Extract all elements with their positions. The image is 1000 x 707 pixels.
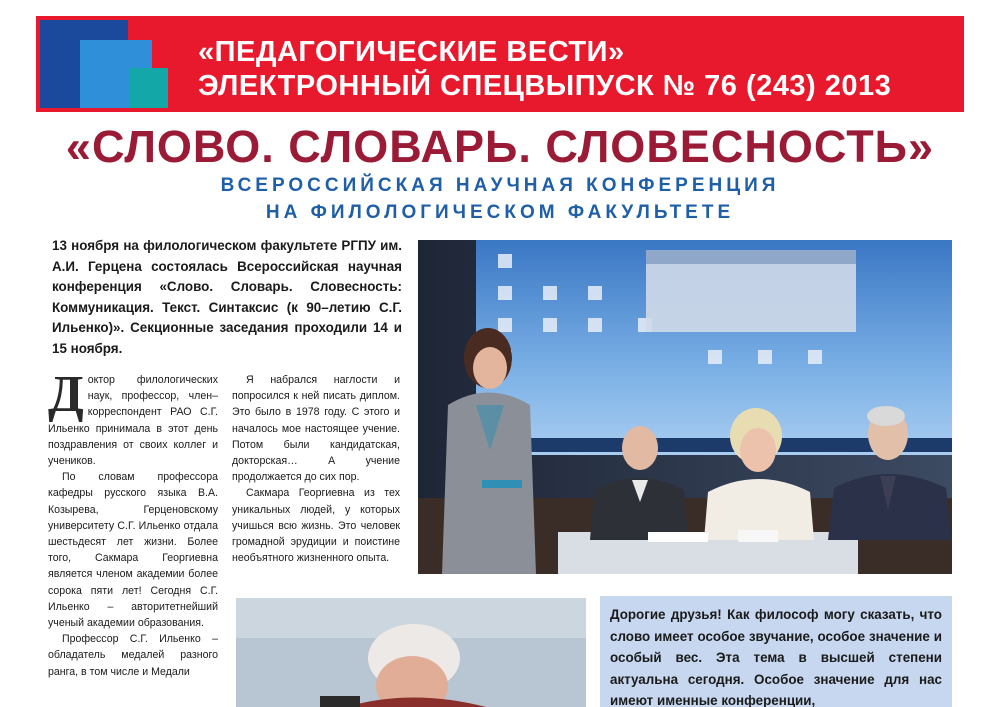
drop-cap: Д — [48, 366, 84, 423]
issue-title: ЭЛЕКТРОННЫЙ СПЕЦВЫПУСК № 76 (243) 2013 — [198, 70, 892, 102]
article-subhead-line-1: ВСЕРОССИЙСКАЯ НАУЧНАЯ КОНФЕРЕНЦИЯ — [220, 175, 780, 196]
column1-paragraph-1-text: октор филологических наук, профессор, член–корреспондент РАО С.Г. Ильенко принимала в этот день поздравления от своих коллег и учеников. — [48, 374, 218, 468]
text-column-1 — [48, 366, 218, 680]
speaker-photo-illustration — [236, 598, 586, 707]
newspaper-logo — [40, 20, 170, 112]
lead-paragraph: 13 ноября на филологическом факультете РГПУ им. А.И. Герцена состоялась Всероссийская научная конференция «Слово. Словарь. Словесность: Коммуникация. Текст. Синтаксис (к 90–летию С.Г. Ильенко)». Секционные заседания проходили 14 и 15 ноября. — [52, 238, 402, 356]
speaker-photo — [236, 598, 586, 707]
conference-photo-illustration — [418, 240, 952, 574]
text-column-2 — [232, 372, 400, 566]
column2-paragraph-1: Я набрался наглости и попросился к ней писать диплом. Это было в 1978 году. С этого и началось мое настоящее учение. Потом были кандидатская, докторская… А учение продолжается до сих пор. — [232, 374, 400, 484]
quote-box: Дорогие друзья! Как философ могу сказать, что слово имеет особое звучание, особое значение и особый вес. Эта тема в высшей степени актуальна сегодня. Особое значение для нас имеют именные конференции, — [600, 596, 952, 707]
article-headline: «СЛОВО. СЛОВАРЬ. СЛОВЕСНОСТЬ» — [65, 121, 935, 172]
column1-paragraph-3: Профессор С.Г. Ильенко – обладатель медалей разного ранга, в том числе и Медали — [48, 633, 218, 678]
conference-photo — [418, 240, 952, 574]
newspaper-title: «ПЕДАГОГИЧЕСКИЕ ВЕСТИ» — [198, 36, 625, 68]
column1-paragraph-2: По словам профессора кафедры русского языка В.А. Козырева, Герценовскому университету С.Г. Ильенко отдала шестьдесят лет жизни. Более того, Сакмара Георгиевна является членом академии более сорока пяти лет! Сегодня С.Г. Ильенко – авторитетнейший ученый академии образования. — [48, 471, 218, 630]
column2-paragraph-2: Сакмара Георгиевна из тех уникальных людей, у которых учишься всю жизнь. Это человек громадной эрудиции и поистине необъятного жизненного опыта. — [232, 487, 400, 565]
article-subhead-line-2: НА ФИЛОЛОГИЧЕСКОМ ФАКУЛЬТЕТЕ — [265, 202, 735, 223]
logo-square-teal — [130, 68, 168, 108]
column1-paragraph-1 — [48, 366, 218, 469]
